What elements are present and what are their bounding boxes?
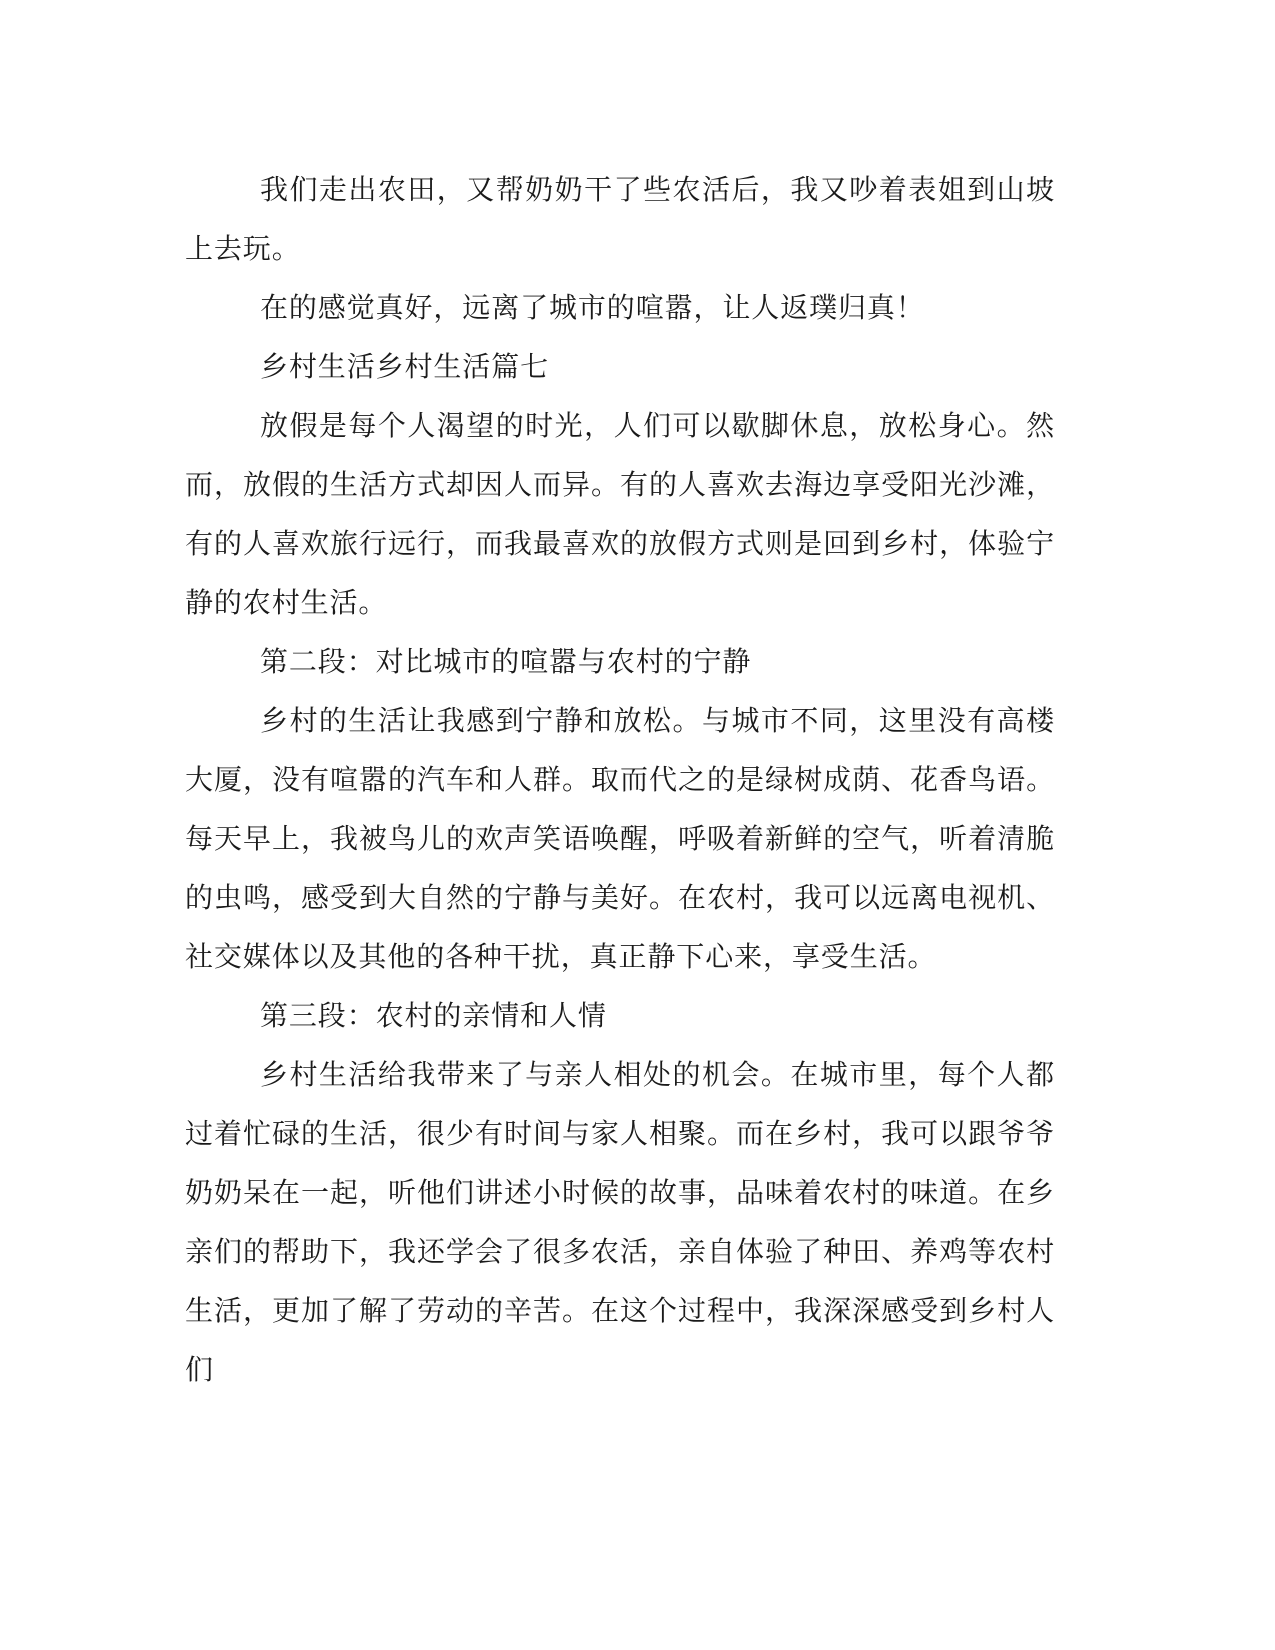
paragraph-vacation-intro: 放假是每个人渴望的时光，人们可以歇脚休息，放松身心。然而，放假的生活方式却因人而异。有的人喜欢去海边享受阳光沙滩，有的人喜欢旅行远行，而我最喜欢的放假方式则是回到乡村，体验宁静的农村生活。 (185, 409, 1055, 619)
document-body (185, 160, 1055, 1399)
paragraph-family-ties: 乡村生活给我带来了与亲人相处的机会。在城市里，每个人都过着忙碌的生活，很少有时间与家人相聚。而在乡村，我可以跟爷爷奶奶呆在一起，听他们讲述小时候的故事，品味着农村的味道。在乡亲们的帮助下，我还学会了很多农活，亲自体验了种田、养鸡等农村生活，更加了解了劳动的辛苦。在这个过程中，我深深感受到乡村人们 (185, 1058, 1055, 1386)
paragraph-farm-work: 我们走出农田，又帮奶奶干了些农活后，我又吵着表姐到山坡上去玩。 (185, 173, 1055, 265)
paragraph-quiet-village: 乡村的生活让我感到宁静和放松。与城市不同，这里没有高楼大厦，没有喧嚣的汽车和人群。取而代之的是绿树成荫、花香鸟语。每天早上，我被鸟儿的欢声笑语唤醒，呼吸着新鲜的空气，听着清脆的虫鸣，感受到大自然的宁静与美好。在农村，我可以远离电视机、社交媒体以及其他的各种干扰，真正静下心来，享受生活。 (185, 704, 1055, 973)
paragraph-feeling: 在的感觉真好，远离了城市的喧嚣，让人返璞归真！ (260, 291, 925, 324)
section-heading-part-two: 第二段：对比城市的喧嚣与农村的宁静 (260, 645, 752, 678)
section-heading-part-three: 第三段：农村的亲情和人情 (260, 999, 607, 1032)
section-title-chapter-seven: 乡村生活乡村生活篇七 (260, 350, 550, 383)
